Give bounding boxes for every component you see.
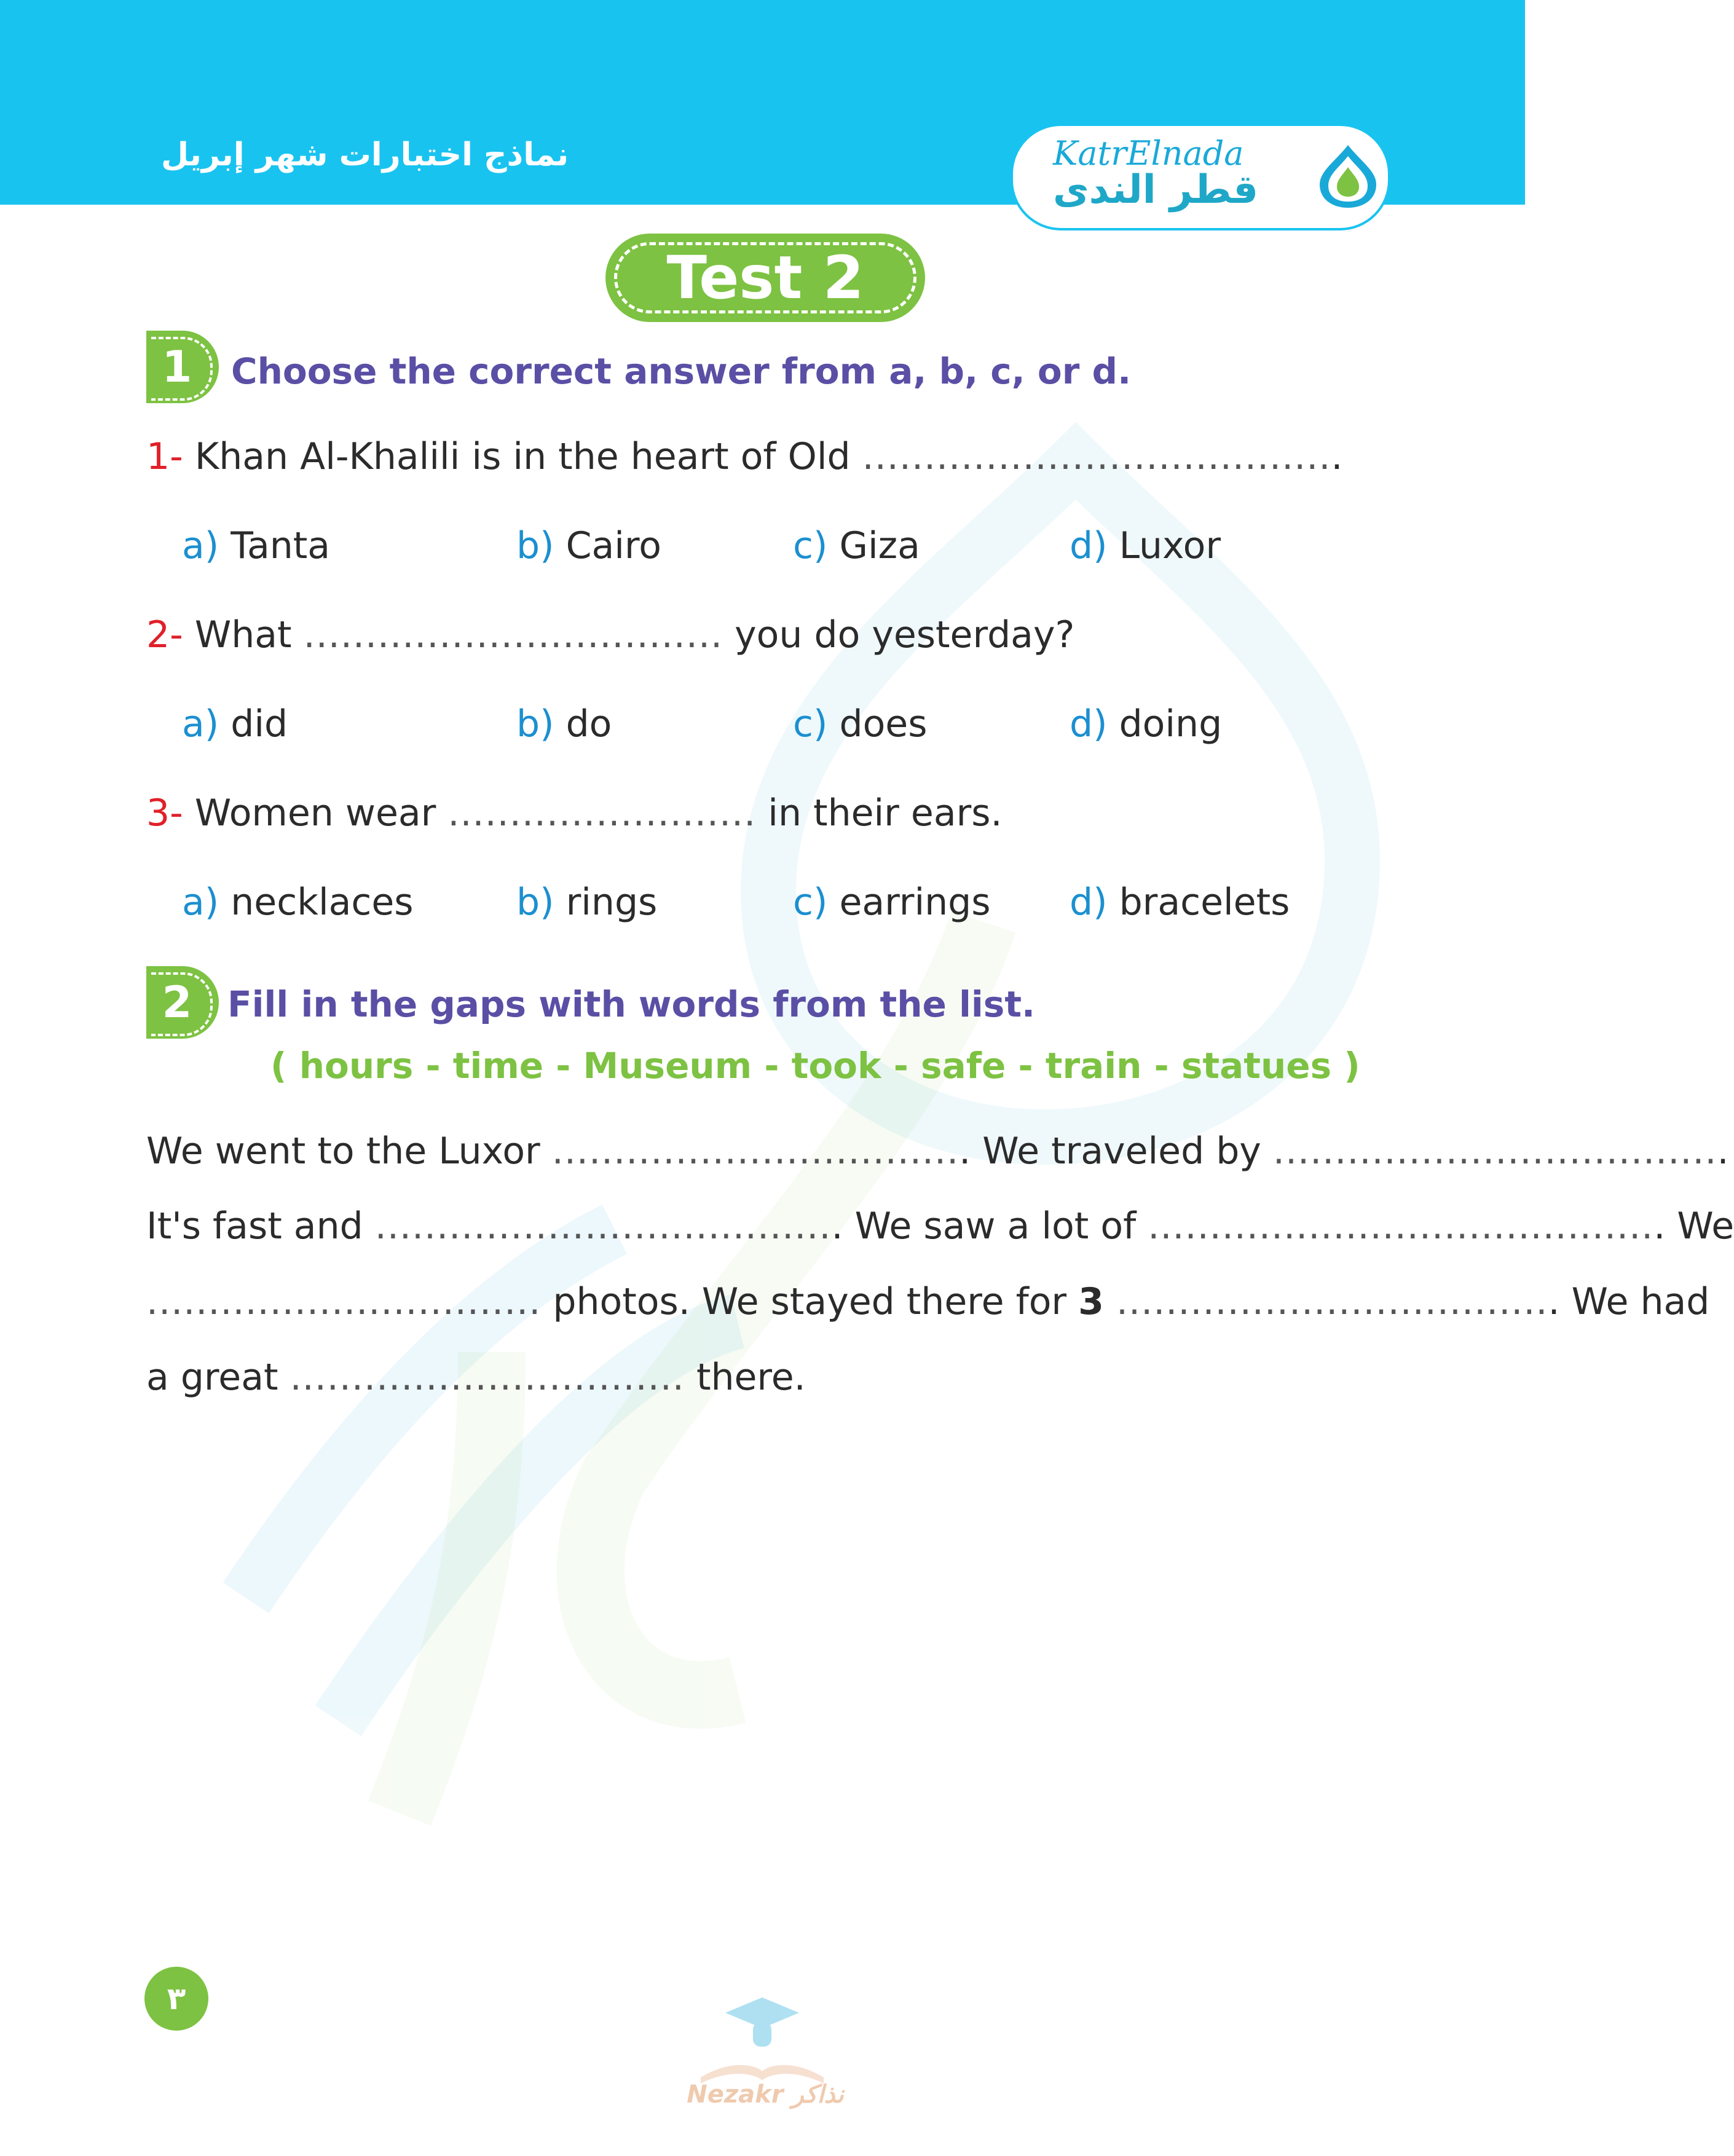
gap-blank[interactable]: .....................................: [374, 1205, 832, 1248]
paragraph-line-3: [146, 1280, 1709, 1323]
option-letter: a): [182, 524, 219, 567]
line-text: a great: [146, 1356, 290, 1399]
option-2a[interactable]: [182, 702, 288, 746]
option-1c[interactable]: [793, 524, 920, 567]
line-text: . We had: [1548, 1280, 1710, 1323]
gap-blank[interactable]: ................................: [290, 1356, 685, 1399]
question-2: [146, 613, 1074, 656]
question-number: 1-: [146, 435, 183, 478]
option-2d[interactable]: [1070, 702, 1222, 746]
paragraph-line-1: [146, 1130, 1729, 1173]
line-text: It's fast and: [146, 1205, 375, 1248]
option-3a[interactable]: [182, 881, 414, 924]
option-text: Giza: [839, 524, 920, 567]
question-text-end: .: [1331, 435, 1343, 478]
option-text: earrings: [839, 881, 991, 924]
line-text: .: [1717, 1130, 1729, 1173]
paragraph-line-4: [146, 1356, 806, 1399]
line-text: We went to the Luxor: [146, 1130, 552, 1173]
page-number: ٣: [144, 1967, 208, 2031]
option-text: Luxor: [1119, 524, 1221, 567]
logo: [1013, 126, 1388, 228]
line-text: there.: [684, 1356, 806, 1399]
section-2-number: 2: [162, 977, 192, 1028]
section-2-title: Fill in the gaps with words from the list.: [227, 983, 1036, 1025]
section-1-title: Choose the correct answer from a, b, c, or d.: [231, 350, 1132, 392]
question-number: 2-: [146, 613, 183, 656]
header-title: نماذج اختبارات شهر إبريل: [161, 136, 569, 173]
option-1a[interactable]: [182, 524, 330, 567]
option-3d[interactable]: [1070, 881, 1290, 924]
option-letter: c): [793, 702, 828, 746]
section-2-badge: [146, 966, 219, 1039]
paragraph-line-2: [146, 1205, 1734, 1248]
line-number: 3: [1078, 1280, 1104, 1323]
option-text: necklaces: [231, 881, 414, 924]
logo-arabic-text: قطر الندى: [1053, 167, 1259, 213]
option-letter: b): [516, 702, 554, 746]
line-text: photos. We stayed there for: [541, 1280, 1079, 1323]
line-text: . We: [1653, 1205, 1734, 1248]
option-text: Tanta: [231, 524, 331, 567]
option-letter: d): [1070, 702, 1108, 746]
logo-latin-text: KatrElnada: [1053, 134, 1244, 173]
test-title: Test 2: [666, 243, 864, 312]
word-list: ( hours - time - Museum - took - safe - train - statues ): [270, 1045, 1360, 1087]
option-text: does: [839, 702, 928, 746]
option-1d[interactable]: [1070, 524, 1221, 567]
option-text: Cairo: [566, 524, 661, 567]
option-letter: a): [182, 702, 219, 746]
gap-blank[interactable]: .................................: [551, 1130, 960, 1173]
question-1: [146, 435, 1342, 478]
gap-blank[interactable]: .........................................: [1148, 1205, 1654, 1248]
option-text: bracelets: [1119, 881, 1290, 924]
gap-blank[interactable]: ................................: [146, 1280, 542, 1323]
option-letter: c): [793, 881, 828, 924]
option-text: rings: [566, 881, 658, 924]
option-text: doing: [1119, 702, 1223, 746]
question-3: [146, 792, 1003, 835]
option-1b[interactable]: [516, 524, 661, 567]
answer-blank: .........................: [447, 792, 757, 835]
answer-blank: ..................................: [303, 613, 723, 656]
option-letter: b): [516, 524, 554, 567]
line-text: . We saw a lot of: [831, 1205, 1148, 1248]
answer-blank: ......................................: [862, 435, 1331, 478]
footer-brand: Nezakr نذاكر: [687, 2080, 844, 2109]
question-text: Khan Al-Khalili is in the heart of Old: [194, 435, 862, 478]
option-letter: d): [1070, 524, 1108, 567]
section-1-number: 1: [162, 342, 192, 392]
section-1-badge: [146, 331, 219, 403]
option-text: do: [566, 702, 612, 746]
option-2b[interactable]: [516, 702, 612, 746]
option-letter: a): [182, 881, 219, 924]
question-text-end: you do yesterday?: [723, 613, 1075, 656]
gap-blank[interactable]: ...................................: [1103, 1280, 1548, 1323]
question-text-end: in their ears.: [756, 792, 1003, 835]
question-text: Women wear: [194, 792, 448, 835]
test-title-badge: [605, 234, 925, 322]
question-text: What: [194, 613, 304, 656]
option-text: did: [231, 702, 288, 746]
option-letter: b): [516, 881, 554, 924]
header-banner: [0, 0, 1525, 213]
line-text: . We traveled by: [959, 1130, 1273, 1173]
water-drop-icon: [1316, 143, 1380, 209]
gap-blank[interactable]: ....................................: [1272, 1130, 1717, 1173]
question-number: 3-: [146, 792, 183, 835]
option-2c[interactable]: [793, 702, 927, 746]
option-3c[interactable]: [793, 881, 991, 924]
option-3b[interactable]: [516, 881, 657, 924]
option-letter: c): [793, 524, 828, 567]
option-letter: d): [1070, 881, 1108, 924]
